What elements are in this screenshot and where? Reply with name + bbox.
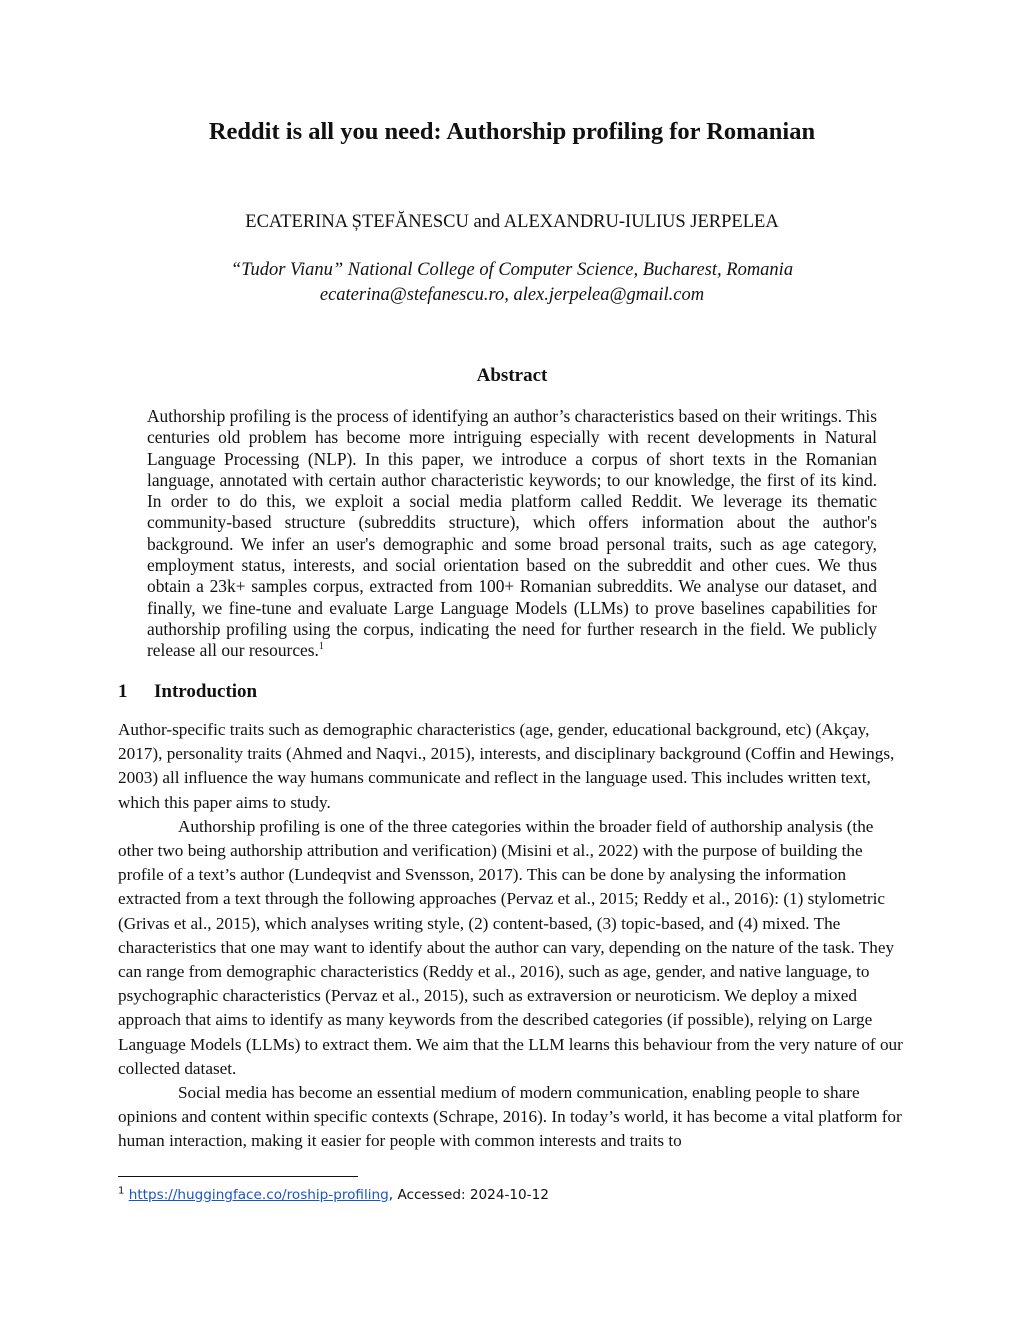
paragraph: Authorship profiling is one of the three categories within the broader field of authorship analysis (the other two being authorship attribution and verification) (Misini et al., 2022) with the purpose of building the profile of a text’s author (Lundeqvist and Svensson, 2017). This can be done by analysing the information extracted from a text through the following approaches (Pervaz et al., 2015; Reddy et al., 2016): (1) stylometric (Grivas et al., 2015), which analyses writing style, (2) content-based, (3) topic-based, and (4) mixed. The characteristics that one may want to identify about the author can vary, depending on the nature of the task. They can range from demographic characteristics (Reddy et al., 2016), such as age, gender, and native language, to psychographic characteristics (Pervaz et al., 2015), such as extraversion or neuroticism. We deploy a mixed approach that aims to identify as many keywords from the described categories (if possible), relying on Large Language Models (LLMs) to extract them. We aim that the LLM learns this behaviour from the very nature of our collected dataset. bbox=[118, 816, 903, 1078]
affiliation-block bbox=[0, 258, 1024, 308]
paper-title: Reddit is all you need: Authorship profiling for Romanian bbox=[208, 118, 816, 145]
paragraph: Author-specific traits such as demographic characteristics (age, gender, educational background, etc) (Akçay, 2017), personality traits (Ahmed and Naqvi., 2015), interests, and disciplinary background (Coffin and Hewings, 2003) all influence the way humans communicate and reflect in the language used. This includes written text, which this paper aims to study. bbox=[118, 720, 895, 812]
author-names: ECATERINA ȘTEFĂNESCU and ALEXANDRU-IULIUS JERPELEA bbox=[245, 212, 779, 232]
footnote-accessed: , Accessed: 2024-10-12 bbox=[388, 1187, 549, 1203]
section-title: Introduction bbox=[154, 681, 258, 702]
paragraph: Social media has become an essential medium of modern communication, enabling people to share opinions and content within specific contexts (Schrape, 2016). In today’s world, it has become a vital platform for human interaction, making it easier for people with common interests and traits to bbox=[118, 1083, 902, 1151]
section-number: 1 bbox=[118, 681, 128, 702]
footnote-number: 1 bbox=[118, 1185, 125, 1197]
footnote-marker[interactable]: 1 bbox=[318, 641, 324, 653]
affiliation: “Tudor Vianu” National College of Computer Science, Bucharest, Romania bbox=[230, 260, 794, 280]
author-emails: ecaterina@stefanescu.ro, alex.jerpelea@gmail.com bbox=[319, 285, 705, 305]
footnote-link[interactable]: https://huggingface.co/roship-profiling bbox=[128, 1187, 389, 1203]
abstract-heading: Abstract bbox=[476, 365, 548, 386]
footnote-divider bbox=[118, 1176, 358, 1177]
abstract-text bbox=[147, 406, 877, 662]
footnote bbox=[118, 1187, 549, 1203]
abstract-body: Authorship profiling is the process of identifying an author’s characteristics based on their writings. This centuries old problem has become more intriguing especially with recent developments in Natural Language Processing (NLP). In this paper, we introduce a corpus of short texts in the Romanian language, annotated with certain author characteristic keywords; to our knowledge, the first of its kind. In order to do this, we exploit a social media platform called Reddit. We leverage its thematic community-based structure (subreddits structure), which offers information about the author's background. We infer an user's demographic and some broad personal traits, such as age category, employment status, interests, and social orientation based on the subreddit and other cues. We thus obtain a 23k+ samples corpus, extracted from 100+ Romanian subreddits. We analyse our dataset, and finally, we fine-tune and evaluate Large Language Models (LLMs) to prove baselines capabilities for authorship profiling using the corpus, indicating the need for further research in the field. We publicly release all our resources. bbox=[147, 406, 877, 661]
section-heading bbox=[118, 681, 257, 703]
section-body bbox=[118, 718, 908, 1154]
